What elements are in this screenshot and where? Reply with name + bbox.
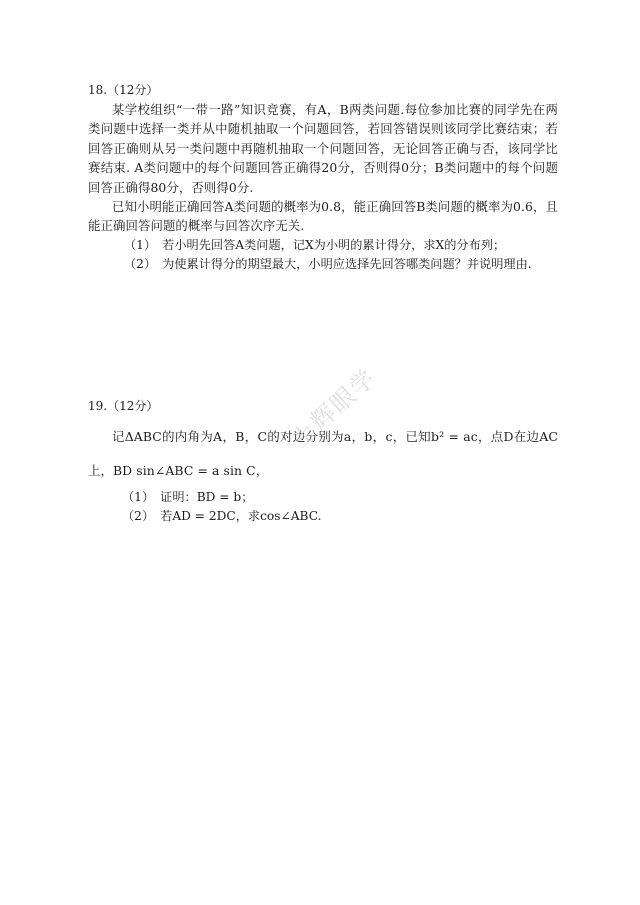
part-text: 为使累计得分的期望最大，小明应选择先回答哪类问题？并说明理由. — [162, 257, 532, 272]
part-text: 若AD = 2DC，求cos∠ABC. — [160, 509, 322, 523]
problem-18-part-2 — [88, 255, 558, 274]
part-text: 若小明先回答A类问题，记X为小明的累计得分，求X的分布列； — [162, 237, 506, 252]
problem-18-part-1 — [88, 236, 558, 255]
part-number: （2） — [122, 509, 155, 523]
problem-19-statement: 记ΔABC的内角为A，B，C的对边分别为a，b，c，已知b² = ac，点D在边AC上，BD sin∠ABC = a sin C， — [88, 429, 558, 478]
part-number: （1） — [122, 490, 155, 504]
problem-18-condition: 已知小明能正确回答A类问题的概率为0.8，能正确回答B类问题的概率为0.6，且能正确回答问题的概率与回答次序无关. — [88, 199, 558, 234]
part-text: 证明：BD = b； — [160, 490, 254, 504]
problem-19-heading: 19.（12分） — [88, 399, 159, 413]
problem-19-part-1 — [88, 488, 558, 507]
problem-19-part-2 — [88, 507, 558, 526]
problem-18-heading: 18.（12分） — [88, 83, 159, 97]
problem-18-statement: 某学校组织“一带一路”知识竞赛，有A，B两类问题.每位参加比赛的同学先在两类问题中选择一类并从中随机抽取一个问题回答，若回答错误则该同学比赛结束；若回答正确则从另一类问题中再随机抽取一个问题回答，无论回答正确与否，该同学比赛结束. A类问题中的每个问题回答正确得20分，否则得0分；B类问题中的每个问题回答正确得80分，否则得0分. — [88, 102, 558, 195]
problem-18 — [88, 82, 558, 275]
part-number: （2） — [124, 257, 157, 272]
watermark: 上辉眼学 — [286, 362, 383, 454]
part-number: （1） — [124, 237, 157, 252]
